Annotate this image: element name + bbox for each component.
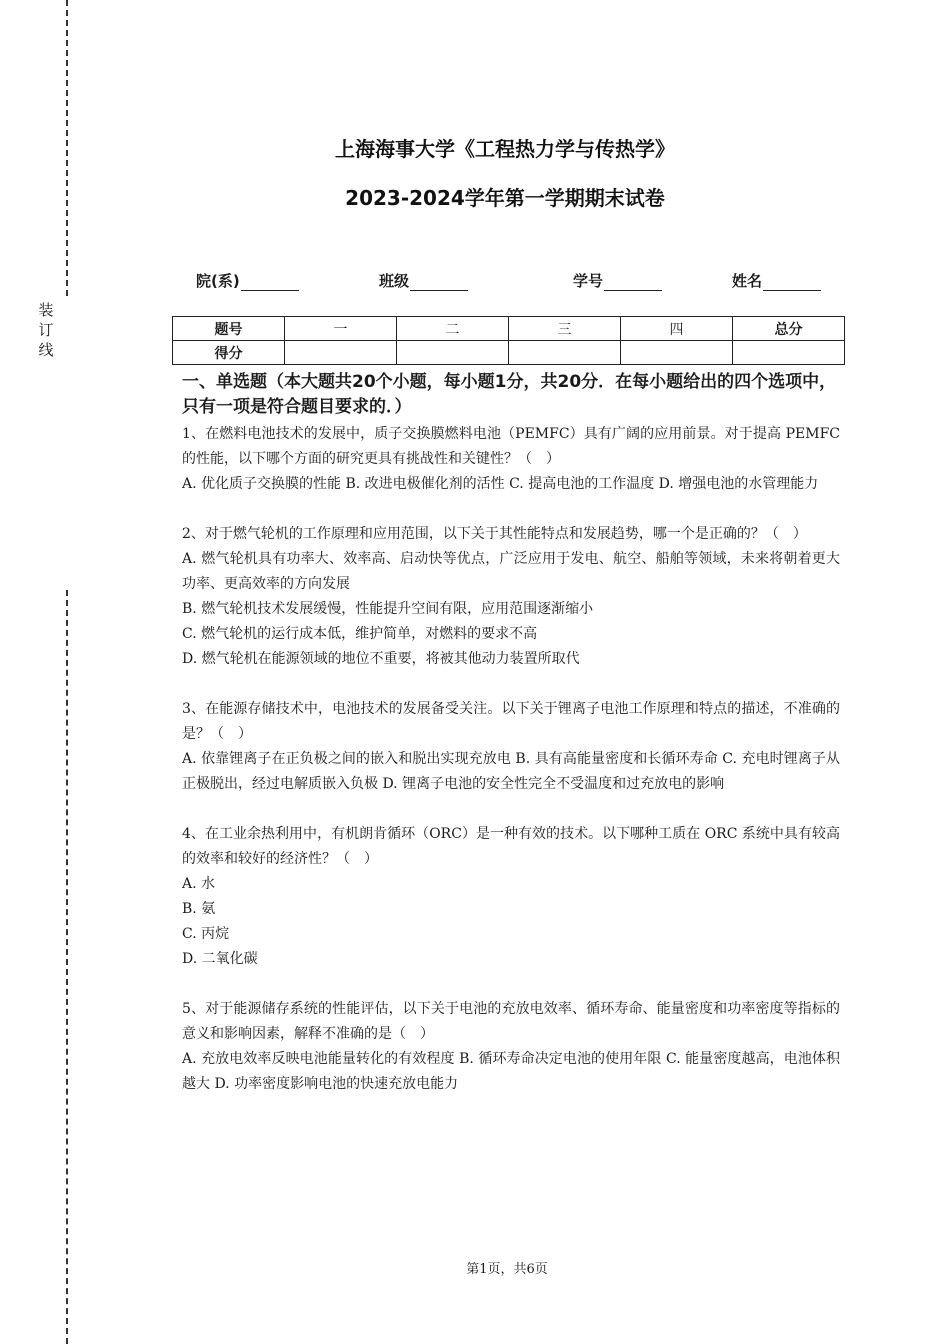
score-cell[interactable] (397, 341, 509, 365)
student-id-label: 学号 (573, 272, 604, 290)
binding-line (66, 590, 68, 1344)
option-c: C. 丙烷 (182, 926, 230, 942)
table-header-cell: 四 (621, 317, 733, 341)
exam-content (182, 370, 840, 1122)
table-header-cell: 题号 (173, 317, 285, 341)
option-c: C. 燃气轮机的运行成本低，维护简单，对燃料的要求不高 (182, 626, 538, 642)
question-4 (182, 822, 840, 972)
class-field[interactable] (379, 270, 468, 291)
question-stem: 5、对于能源储存系统的性能评估，以下关于电池的充放电效率、循环寿命、能量密度和功率密度等指标的意义和影响因素，解释不准确的是（ ） (182, 1001, 840, 1042)
question-stem: 4、在工业余热利用中，有机朗肯循环（ORC）是一种有效的技术。以下哪种工质在 ORC 系统中具有较高的效率和较好的经济性？（ ） (182, 826, 840, 867)
exam-subtitle: 2023-2024学年第一学期期末试卷 (345, 186, 665, 210)
page-number: 第1页，共6页 (466, 1262, 548, 1277)
question-5 (182, 997, 840, 1097)
name-blank[interactable] (763, 274, 821, 291)
question-options: A. 充放电效率反映电池能量转化的有效程度 B. 循环寿命决定电池的使用年限 C. 能量密度越高，电池体积越大 D. 功率密度影响电池的快速充放电能力 (182, 1051, 840, 1092)
table-header-cell: 三 (509, 317, 621, 341)
score-cell[interactable] (733, 341, 845, 365)
question-1 (182, 422, 840, 497)
class-blank[interactable] (410, 274, 468, 291)
table-header-cell: 总分 (733, 317, 845, 341)
name-field[interactable] (732, 270, 821, 291)
department-blank[interactable] (241, 274, 299, 291)
score-table-header-row (173, 317, 845, 341)
score-table-score-row (173, 341, 845, 365)
score-cell[interactable] (621, 341, 733, 365)
student-id-blank[interactable] (604, 274, 662, 291)
section-heading: 一、单选题（本大题共20个小题，每小题1分，共20分．在每小题给出的四个选项中，只有一项是符合题目要求的．） (182, 372, 837, 417)
question-stem: 3、在能源存储技术中，电池技术的发展备受关注。以下关于锂离子电池工作原理和特点的描述，不准确的是？（ ） (182, 701, 840, 742)
department-field[interactable] (196, 270, 299, 291)
score-cell[interactable] (509, 341, 621, 365)
question-2 (182, 522, 840, 672)
option-b: B. 燃气轮机技术发展缓慢，性能提升空间有限，应用范围逐渐缩小 (182, 601, 594, 617)
name-label: 姓名 (732, 272, 763, 290)
table-header-cell: 二 (397, 317, 509, 341)
score-label-cell: 得分 (173, 341, 285, 365)
score-table (172, 316, 845, 365)
binding-char: 线 (38, 341, 54, 359)
class-label: 班级 (379, 272, 410, 290)
option-a: A. 水 (182, 876, 216, 892)
score-cell[interactable] (285, 341, 397, 365)
question-3 (182, 697, 840, 797)
binding-label (36, 300, 56, 360)
question-stem: 2、对于燃气轮机的工作原理和应用范围，以下关于其性能特点和发展趋势，哪一个是正确的？（ ） (182, 526, 807, 542)
option-a: A. 燃气轮机具有功率大、效率高、启动快等优点，广泛应用于发电、航空、船舶等领域，未来将朝着更大功率、更高效率的方向发展 (182, 551, 840, 592)
binding-char: 装 (38, 301, 54, 319)
student-info-row (0, 270, 950, 292)
option-b: B. 氨 (182, 901, 216, 917)
table-header-cell: 一 (285, 317, 397, 341)
option-d: D. 二氧化碳 (182, 951, 258, 967)
question-options: A. 优化质子交换膜的性能 B. 改进电极催化剂的活性 C. 提高电池的工作温度 D. 增强电池的水管理能力 (182, 476, 819, 492)
exam-title: 上海海事大学《工程热力学与传热学》 (335, 137, 675, 161)
question-options: A. 依靠锂离子在正负极之间的嵌入和脱出实现充放电 B. 具有高能量密度和长循环寿命 C. 充电时锂离子从正极脱出，经过电解质嵌入负极 D. 锂离子电池的安全性完全不受温度和过充放电的影响 (182, 751, 840, 792)
binding-char: 订 (38, 321, 54, 339)
department-label: 院(系) (196, 272, 240, 290)
option-d: D. 燃气轮机在能源领域的地位不重要，将被其他动力装置所取代 (182, 651, 580, 667)
student-id-field[interactable] (573, 270, 662, 291)
question-stem: 1、在燃料电池技术的发展中，质子交换膜燃料电池（PEMFC）具有广阔的应用前景。对于提高 PEMFC 的性能，以下哪个方面的研究更具有挑战性和关键性？（ ） (182, 426, 840, 467)
